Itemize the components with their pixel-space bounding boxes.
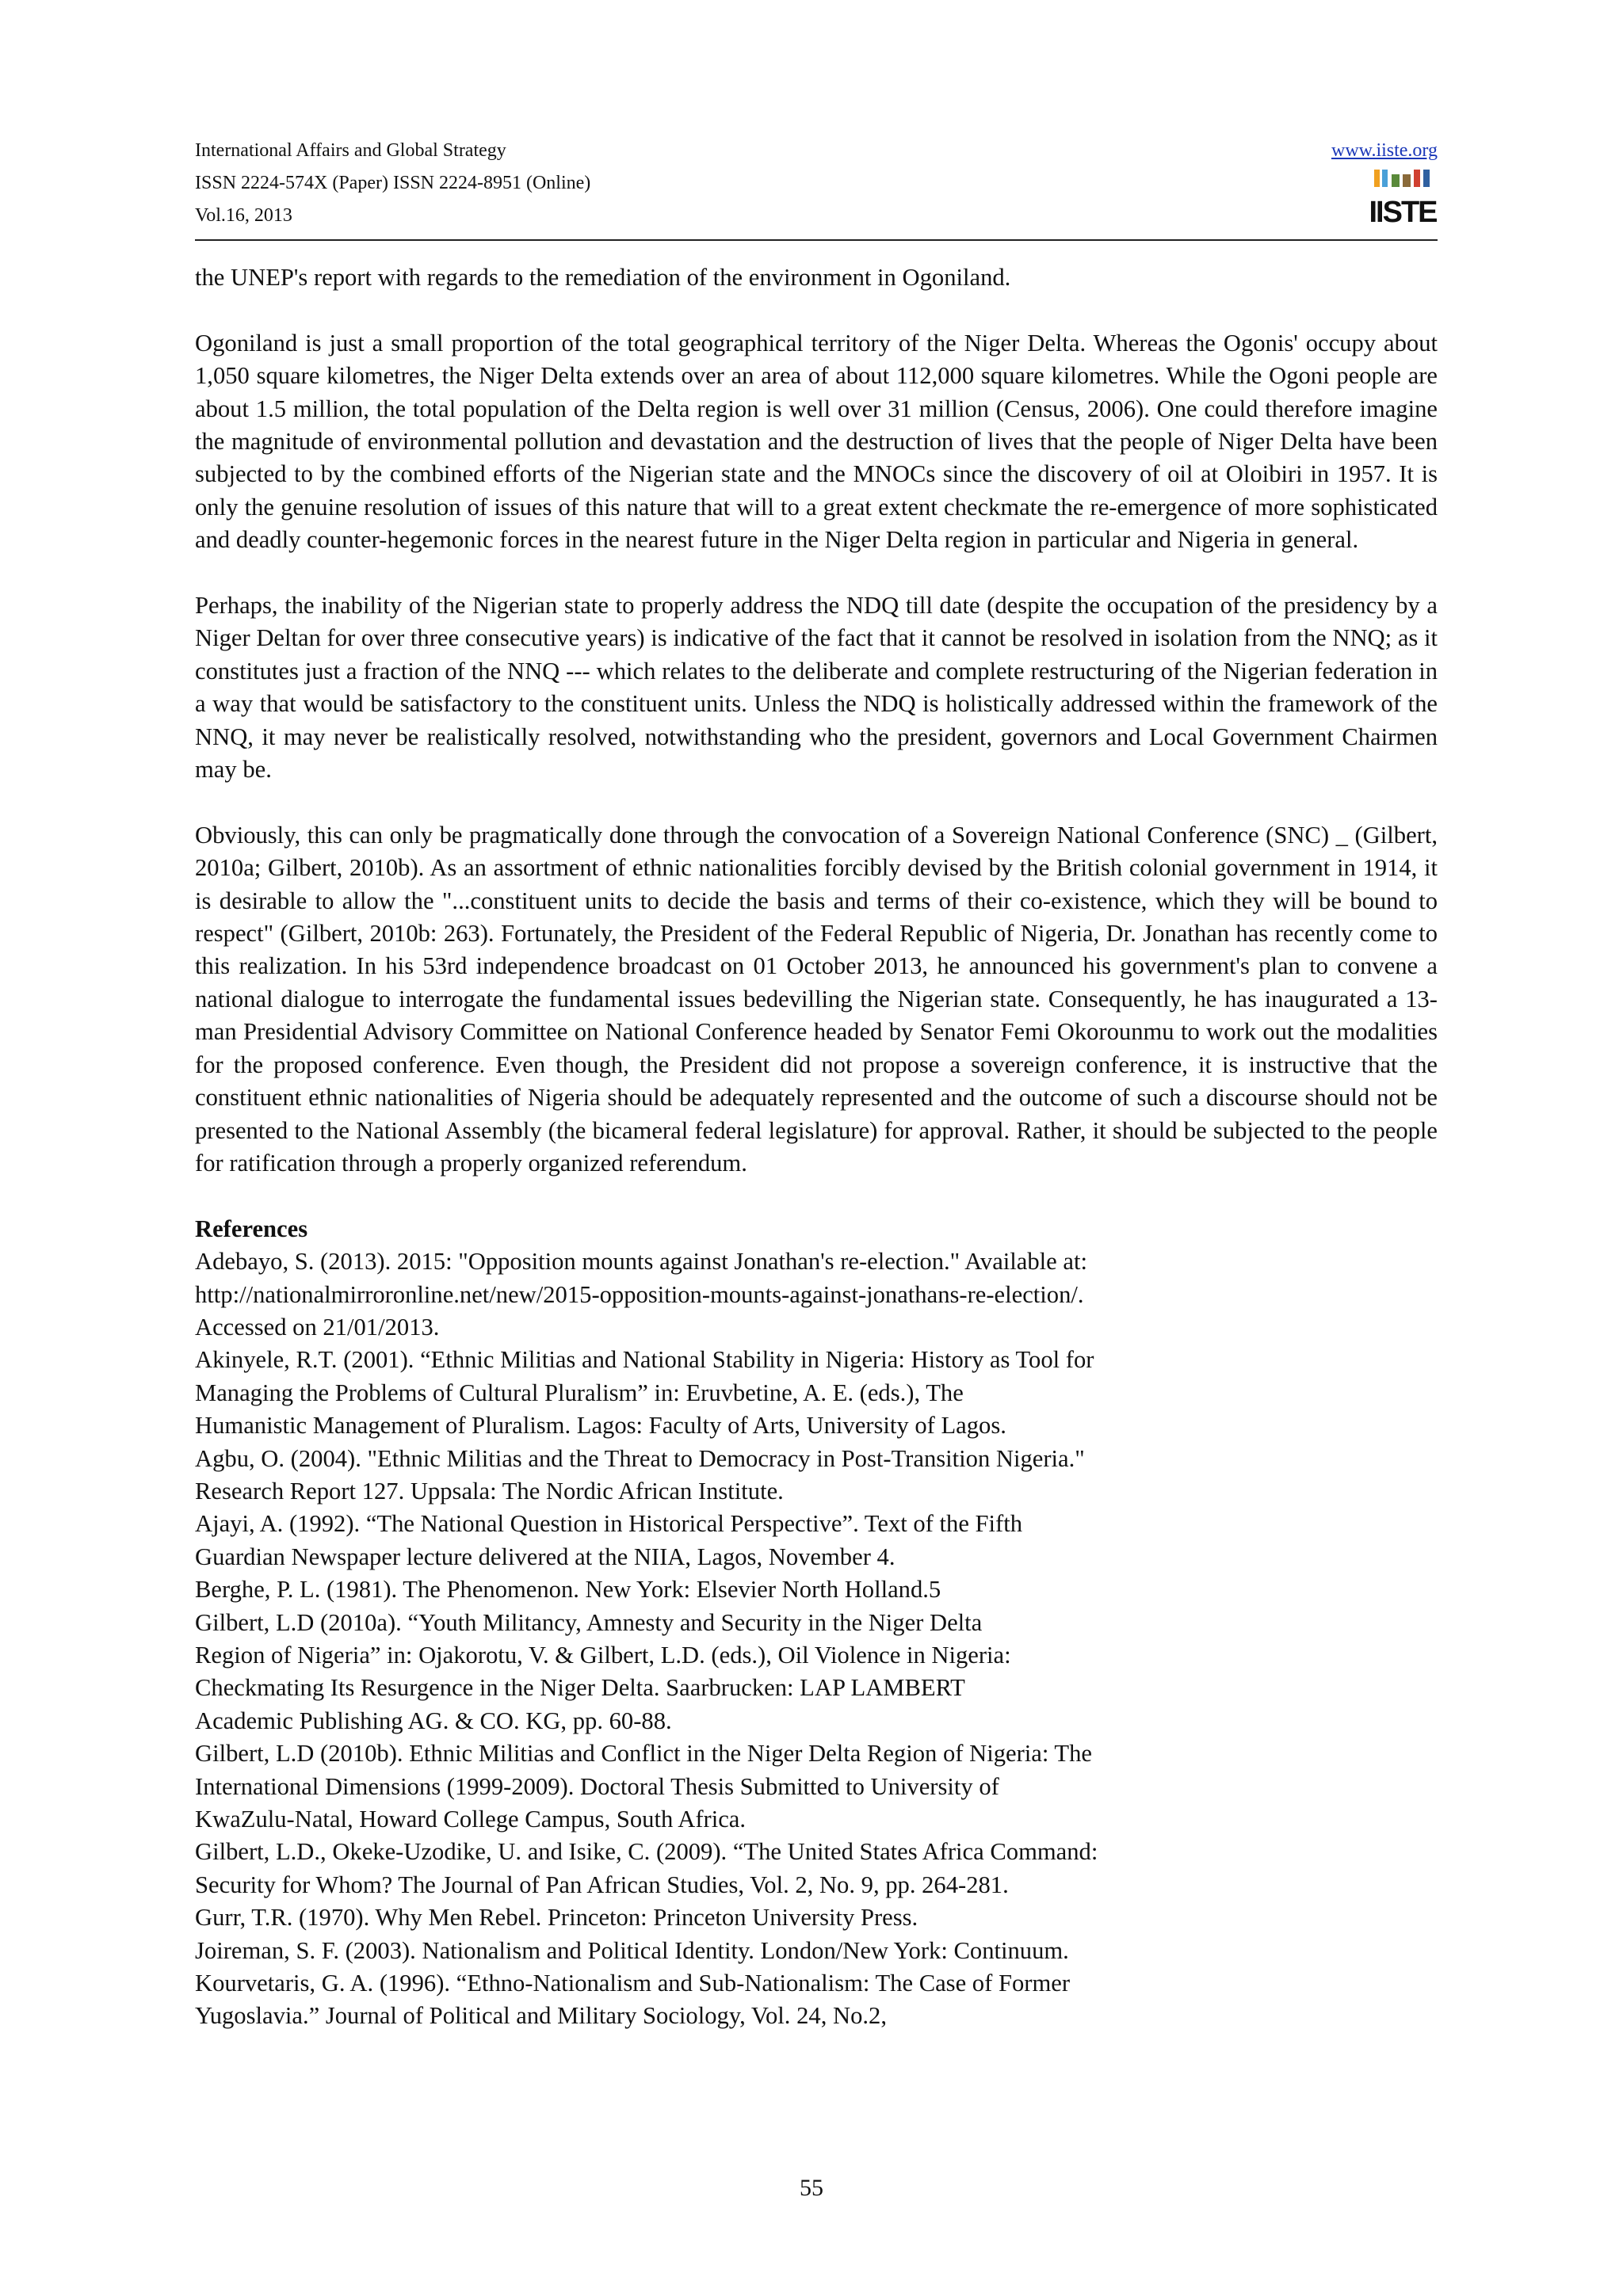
references-heading: References	[195, 1215, 308, 1242]
reference-line: http://nationalmirroronline.net/new/2015-opposition-mounts-against-jonathans-re-election/.	[195, 1280, 1084, 1308]
reference-line: Humanistic Management of Pluralism. Lagos: Faculty of Arts, University of Lagos.	[195, 1412, 1006, 1440]
reference-line: Ajayi, A. (1992). “The National Question in Historical Perspective”. Text of the Fifth	[195, 1510, 1023, 1538]
reference-line: International Dimensions (1999-2009). Doctoral Thesis Submitted to University of	[195, 1772, 999, 1800]
paragraph: Ogoniland is just a small proportion of the total geographical territory of the Niger Delta. Whereas the Ogonis' occupy about 1,050 square kilometres, the Niger Delta extends over an area of about 112,000 square kilometres. While the Ogoni people are about 1.5 million, the total population of the Delta region is well over 31 million (Census, 2006). One could therefore imagine the magnitude of environmental pollution and devastation and the destruction of lives that the people of Niger Delta have been subjected to by the combined efforts of the Nigerian state and the MNOCs since the discovery of oil at Oloibiri in 1957. It is only the genuine resolution of issues of this nature that will to a great extent checkmate the re-emergence of more sophisticated and deadly counter-hegemonic forces in the nearest future in the Niger Delta region in particular and Nigeria in general.	[195, 329, 1438, 554]
reference-line: Security for Whom? The Journal of Pan African Studies, Vol. 2, No. 9, pp. 264-281.	[195, 1871, 1009, 1898]
journal-name: International Affairs and Global Strategy	[195, 140, 506, 161]
reference-line: Adebayo, S. (2013). 2015: "Opposition mounts against Jonathan's re-election." Available at:	[195, 1248, 1087, 1276]
reference-line: Kourvetaris, G. A. (1996). “Ethno-Nationalism and Sub-Nationalism: The Case of Former	[195, 1970, 1071, 1997]
page-number: 55	[800, 2175, 823, 2201]
reference-line: KwaZulu-Natal, Howard College Campus, South Africa.	[195, 1806, 747, 1833]
reference-line: Guardian Newspaper lecture delivered at the NIIA, Lagos, November 4.	[195, 1543, 896, 1570]
references-list	[195, 1245, 1438, 2033]
reference-line: Agbu, O. (2004). "Ethnic Militias and the Threat to Democracy in Post-Transition Nigeria."	[195, 1444, 1085, 1472]
reference-line: Yugoslavia.” Journal of Political and Military Sociology, Vol. 24, No.2,	[195, 2002, 887, 2030]
reference-line: Region of Nigeria” in: Ojakorotu, V. & Gilbert, L.D. (eds.), Oil Violence in Nigeria:	[195, 1642, 1011, 1669]
page-header	[195, 135, 1438, 241]
website-link[interactable]: www.iiste.org	[1331, 140, 1438, 161]
reference-line: Checkmating Its Resurgence in the Niger Delta. Saarbrucken: LAP LAMBERT	[195, 1674, 965, 1702]
reference-line: Gilbert, L.D (2010a). “Youth Militancy, Amnesty and Security in the Niger Delta	[195, 1608, 983, 1636]
reference-line: Gilbert, L.D., Okeke-Uzodike, U. and Isike, C. (2009). “The United States Africa Command:	[195, 1838, 1098, 1866]
reference-line: Joireman, S. F. (2003). Nationalism and Political Identity. London/New York: Continuum.	[195, 1936, 1069, 1964]
reference-line: Gilbert, L.D (2010b). Ethnic Militias and Conflict in the Niger Delta Region of Nigeria: The	[195, 1740, 1092, 1768]
issn-line: ISSN 2224-574X (Paper) ISSN 2224-8951 (Online)	[195, 173, 591, 193]
article-body	[195, 261, 1438, 2033]
reference-line: Managing the Problems of Cultural Pluralism” in: Eruvbetine, A. E. (eds.), The	[195, 1379, 964, 1406]
svg-text:IISTE: IISTE	[1369, 196, 1437, 229]
volume-line: Vol.16, 2013	[195, 205, 292, 226]
reference-line: Gurr, T.R. (1970). Why Men Rebel. Princeton: Princeton University Press.	[195, 1904, 918, 1932]
reference-line: Accessed on 21/01/2013.	[195, 1313, 440, 1341]
paragraph: Obviously, this can only be pragmatically done through the convocation of a Sovereign National Conference (SNC) _ (Gilbert, 2010a; Gilbert, 2010b). As an assortment of ethnic nationalities forcibly devised by the British colonial government in 1914, it is desirable to allow the "...constituent units to decide the basis and terms of their co-existence, which they will be bound to respect" (Gilbert, 2010b: 263). Fortunately, the President of the Federal Republic of Nigeria, Dr. Jonathan has recently come to this realization. In his 53rd independence broadcast on 01 October 2013, he announced his government's plan to convene a national dialogue to interrogate the fundamental issues bedevilling the Nigerian state. Consequently, he has inaugurated a 13-man Presidential Advisory Committee on National Conference headed by Senator Femi Okorounmu to work out the modalities for the proposed conference. Even though, the President did not propose a sovereign conference, it is instructive that the constituent ethnic nationalities of Nigeria should be adequately represented and the outcome of such a discourse should not be presented to the National Assembly (the bicameral federal legislature) for approval. Rather, it should be subjected to the people for ratification through a properly organized referendum.	[195, 821, 1438, 1177]
reference-line: Akinyele, R.T. (2001). “Ethnic Militias and National Stability in Nigeria: History as Tool for	[195, 1346, 1094, 1374]
iiste-logo	[1369, 168, 1437, 230]
paragraph: the UNEP's report with regards to the remediation of the environment in Ogoniland.	[195, 264, 1011, 291]
paragraph: Perhaps, the inability of the Nigerian state to properly address the NDQ till date (despite the occupation of the presidency by a Niger Deltan for over three consecutive years) is indicative of the fact that it cannot be resolved in isolation from the NNQ; as it constitutes just a fraction of the NNQ --- which relates to the deliberate and complete restructuring of the Nigerian federation in a way that would be satisfactory to the constituent units. Unless the NDQ is holistically addressed within the framework of the NNQ, it may never be realistically resolved, notwithstanding who the president, governors and Local Government Chairmen may be.	[195, 592, 1438, 784]
reference-line: Berghe, P. L. (1981). The Phenomenon. New York: Elsevier North Holland.5	[195, 1576, 941, 1604]
reference-line: Academic Publishing AG. & CO. KG, pp. 60-88.	[195, 1707, 672, 1734]
reference-line: Research Report 127. Uppsala: The Nordic African Institute.	[195, 1477, 784, 1505]
